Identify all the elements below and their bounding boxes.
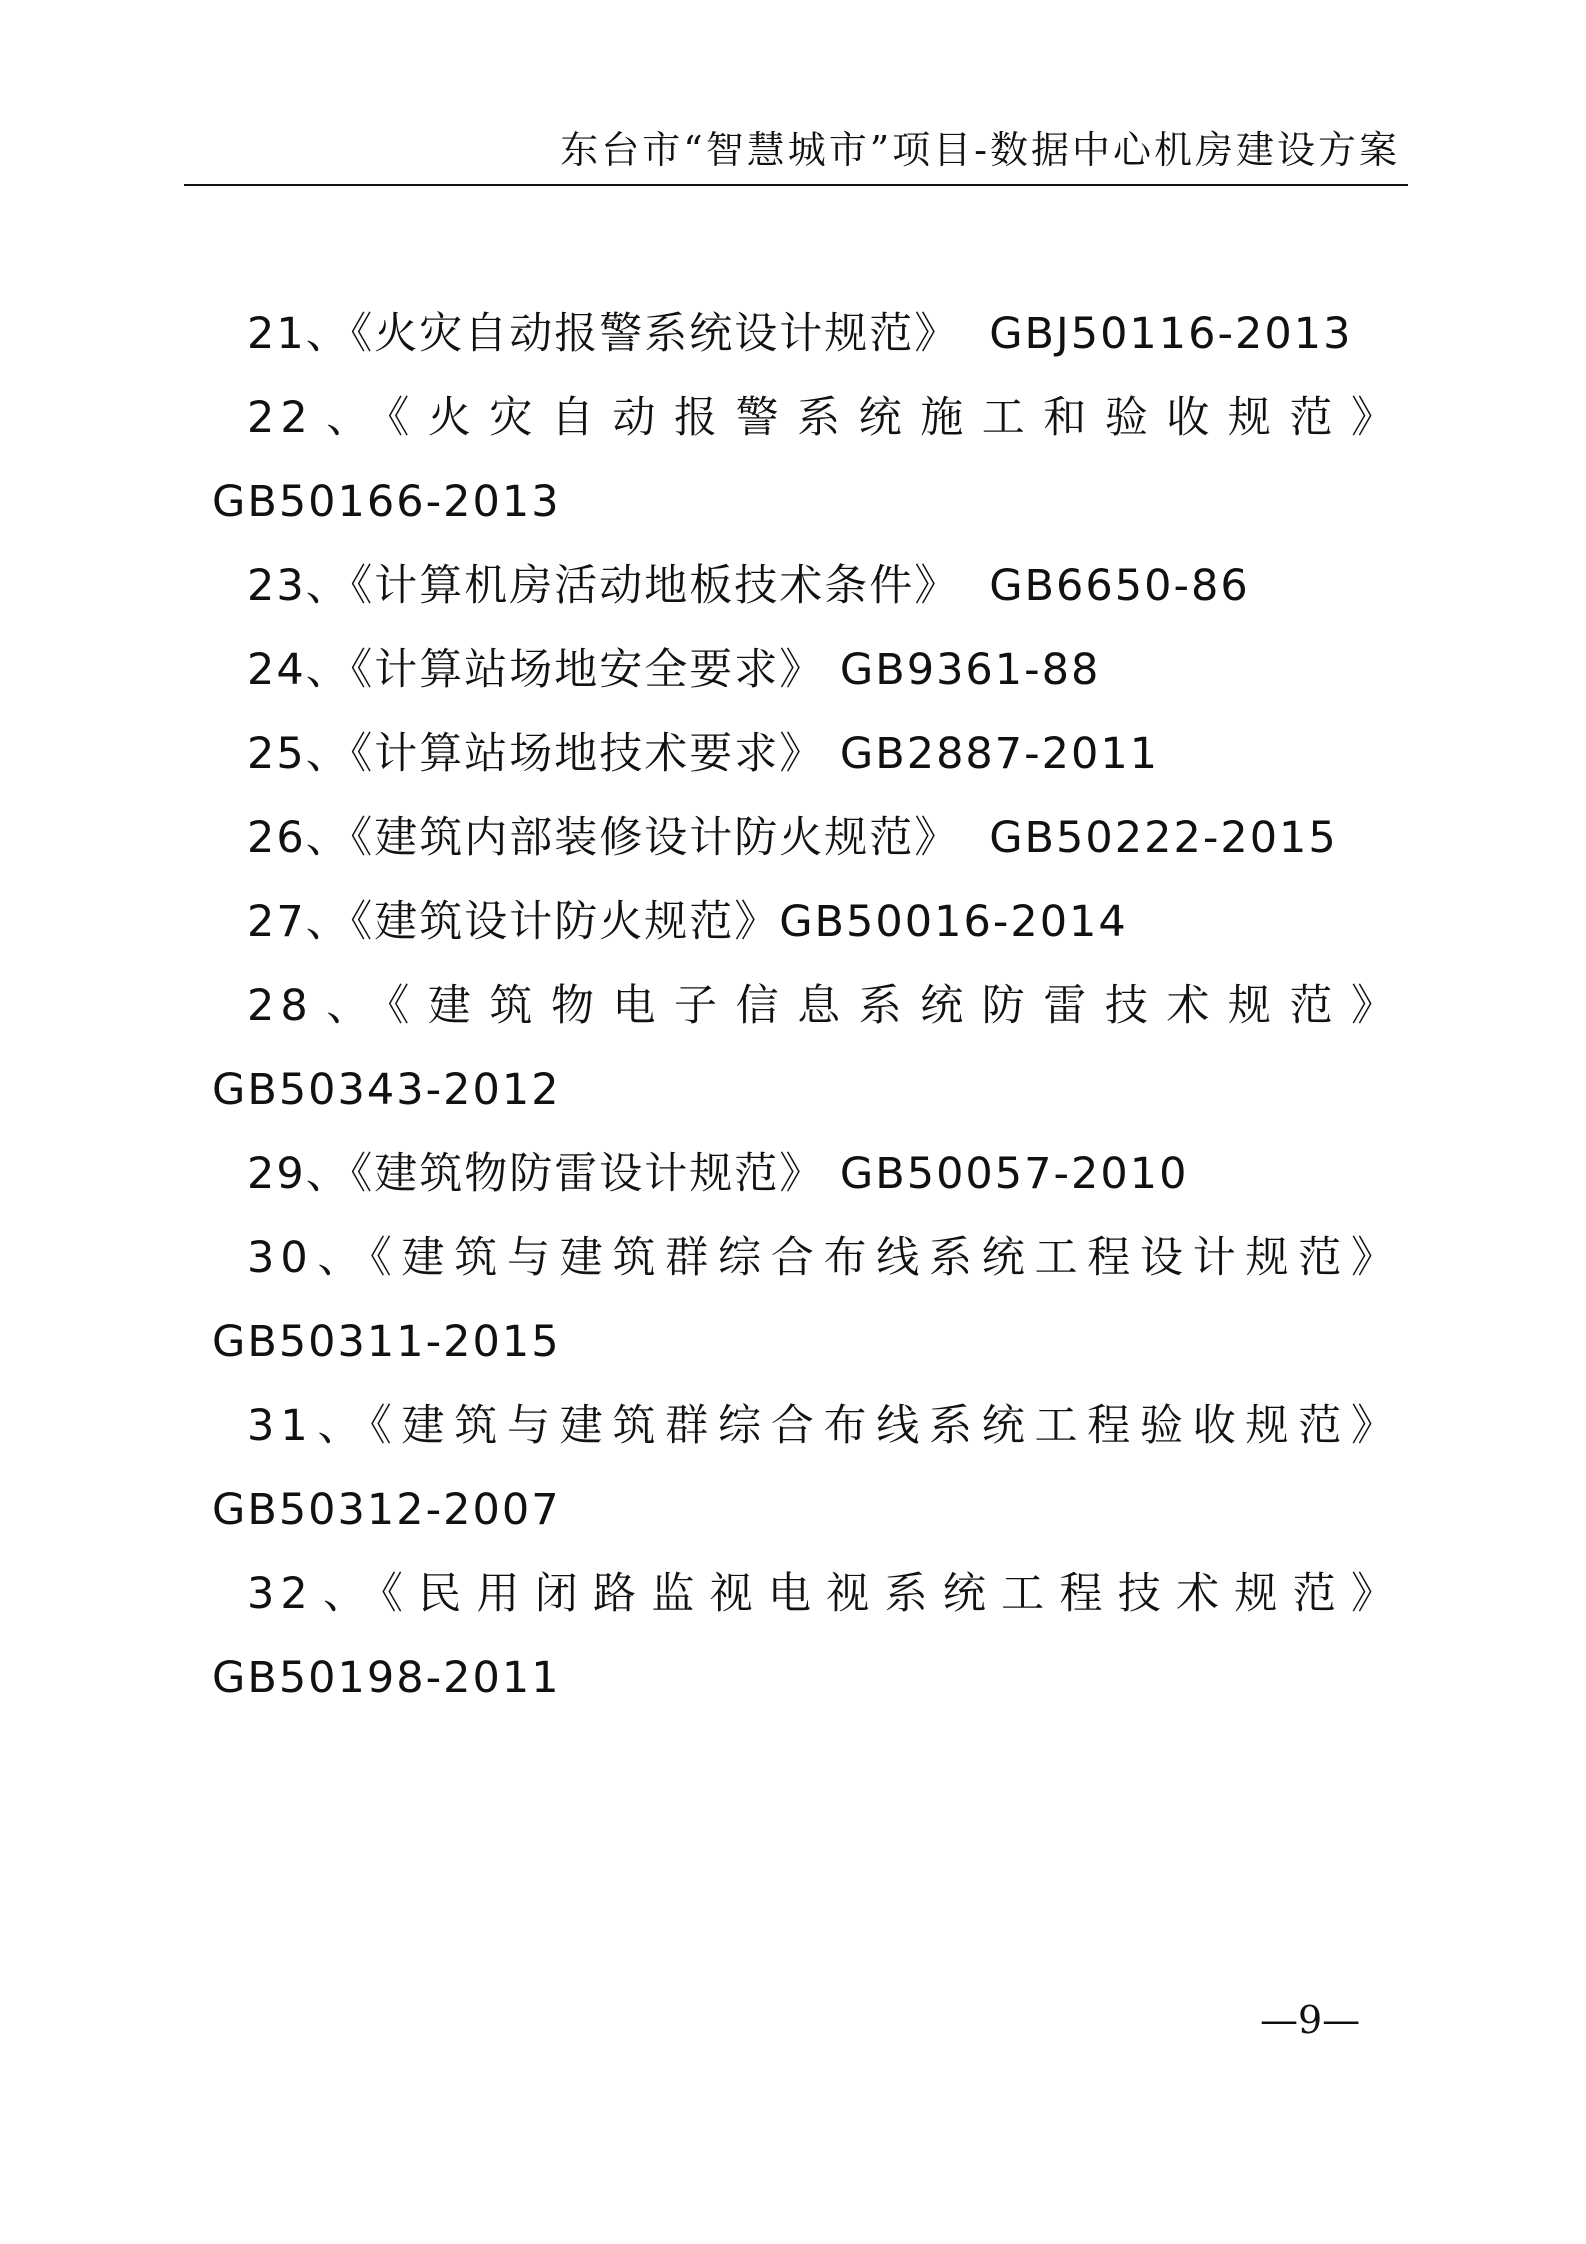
reference-code: GB6650-86 <box>989 561 1250 611</box>
reference-item-29 <box>247 1132 1400 1216</box>
reference-code: GB50198-2011 <box>212 1653 561 1703</box>
page-header <box>184 122 1408 186</box>
reference-code: GB50057-2010 <box>839 1149 1189 1199</box>
reference-code: GB50166-2013 <box>212 477 561 527</box>
reference-code: GB9361-88 <box>839 645 1101 695</box>
reference-code: GB50016-2014 <box>779 897 1128 947</box>
reference-code: GB50343-2012 <box>212 1065 561 1115</box>
reference-item-22 <box>212 376 1401 544</box>
reference-code: GBJ50116-2013 <box>989 309 1353 359</box>
reference-title: 《火灾自动报警系统施工和验收规范》 <box>387 393 1401 443</box>
reference-code: GB2887-2011 <box>839 729 1160 779</box>
reference-number: 24、 <box>247 645 351 695</box>
reference-title: 《建筑设计防火规范》 <box>350 897 780 947</box>
reference-title: 《建筑与建筑群综合布线系统工程验收规范》 <box>370 1401 1401 1451</box>
reference-list <box>212 292 1401 1720</box>
reference-title: 《建筑物防雷设计规范》 <box>350 1149 825 1199</box>
reference-item-24 <box>247 628 1400 712</box>
reference-title: 《建筑内部装修设计防火规范》 <box>350 813 960 863</box>
reference-number: 25、 <box>247 729 351 779</box>
reference-code: GB50311-2015 <box>212 1317 561 1367</box>
reference-title: 《火灾自动报警系统设计规范》 <box>350 309 960 359</box>
reference-title: 《建筑物电子信息系统防雷技术规范》 <box>387 981 1401 1031</box>
reference-title: 《计算机房活动地板技术条件》 <box>350 561 960 611</box>
reference-code: GB50312-2007 <box>212 1485 561 1535</box>
page-number: —9— <box>1260 1998 1361 2042</box>
header-title: 东台市“智慧城市”项目-数据中心机房建设方案 <box>560 128 1400 172</box>
reference-item-27 <box>247 880 1400 964</box>
reference-item-26 <box>247 796 1400 880</box>
reference-item-28 <box>212 964 1401 1132</box>
reference-title: 《建筑与建筑群综合布线系统工程设计规范》 <box>370 1233 1401 1283</box>
reference-item-21 <box>247 292 1400 376</box>
reference-number: 27、 <box>247 897 351 947</box>
reference-number: 26、 <box>247 813 351 863</box>
reference-item-32 <box>212 1552 1401 1720</box>
reference-number: 32、 <box>247 1569 382 1619</box>
reference-number: 29、 <box>247 1149 351 1199</box>
reference-number: 23、 <box>247 561 351 611</box>
reference-item-23 <box>247 544 1400 628</box>
reference-number: 22、 <box>247 393 388 443</box>
reference-number: 28、 <box>247 981 388 1031</box>
reference-number: 31、 <box>247 1401 371 1451</box>
reference-title: 《民用闭路监视电视系统工程技术规范》 <box>381 1569 1401 1619</box>
reference-item-31 <box>212 1384 1401 1552</box>
reference-item-30 <box>212 1216 1401 1384</box>
reference-title: 《计算站场地安全要求》 <box>350 645 825 695</box>
reference-item-25 <box>247 712 1400 796</box>
reference-number: 30、 <box>247 1233 371 1283</box>
reference-number: 21、 <box>247 309 351 359</box>
reference-title: 《计算站场地技术要求》 <box>350 729 825 779</box>
reference-code: GB50222-2015 <box>989 813 1338 863</box>
